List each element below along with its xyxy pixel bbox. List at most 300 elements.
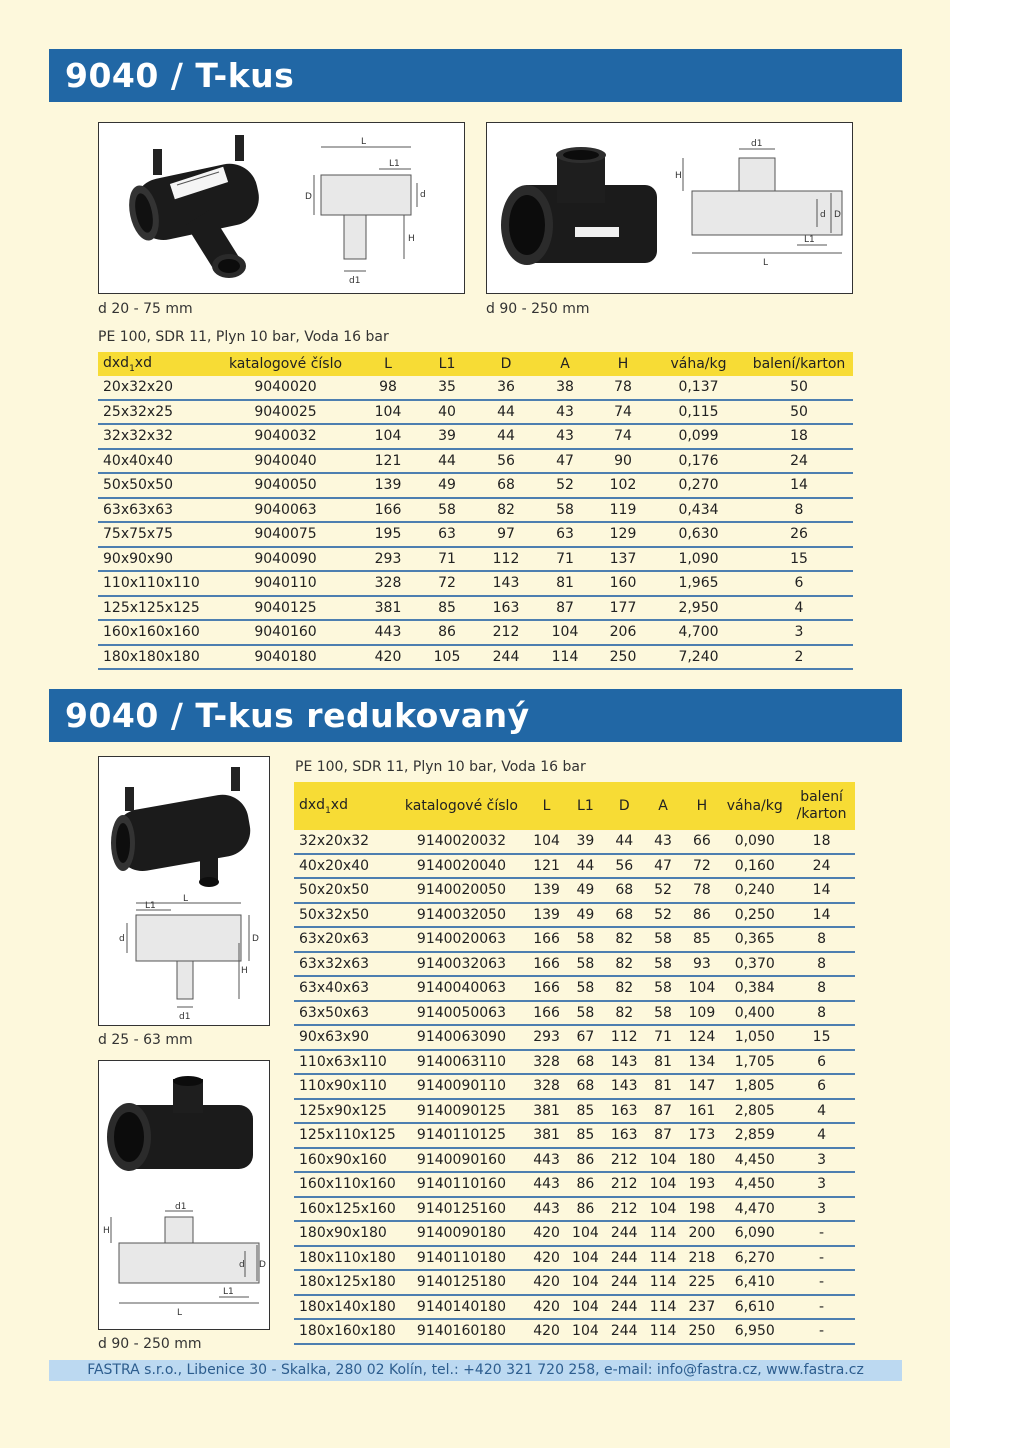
tee-cell: 90x90x90 [98, 547, 213, 572]
tee-cell: 39 [418, 424, 476, 449]
section2-spec: PE 100, SDR 11, Plyn 10 bar, Voda 16 bar [295, 759, 586, 775]
reduced-tee-cell: 58 [566, 976, 605, 1001]
reduced-tee-cell: 9140050063 [396, 1001, 527, 1026]
reduced-tee-cell: 4,450 [721, 1172, 788, 1197]
header-A: A [536, 352, 594, 376]
tee-cell: 1,090 [652, 547, 745, 572]
reduced-tee-cell: 328 [527, 1050, 566, 1075]
reduced-tee-cell: 9140032063 [396, 952, 527, 977]
header-D: D [476, 352, 536, 376]
dim-H: H [408, 234, 415, 244]
product-image-tee-large [486, 122, 853, 294]
reduced-tee-cell: 86 [566, 1197, 605, 1222]
reduced-tee-cell: 40x20x40 [294, 854, 396, 879]
reduced-tee-cell: 104 [566, 1270, 605, 1295]
reduced-tee-cell: 0,384 [721, 976, 788, 1001]
reduced-tee-cell: 147 [682, 1074, 721, 1099]
reduced-tee-cell: 68 [605, 903, 644, 928]
table-tee [98, 352, 853, 670]
tee-cell: 328 [358, 571, 418, 596]
reduced-tee-cell: 52 [644, 878, 683, 903]
reduced-tee-cell: 1,805 [721, 1074, 788, 1099]
tee-cell: 163 [476, 596, 536, 621]
reduced-tee-cell: 4,450 [721, 1148, 788, 1173]
table-row [294, 854, 855, 879]
tee-cell: 244 [476, 645, 536, 670]
reduced-tee-cell: 381 [527, 1099, 566, 1124]
tee-cell: 68 [476, 473, 536, 498]
reduced-tee-cell: 3 [788, 1148, 855, 1173]
reduced-tee-cell: - [788, 1221, 855, 1246]
dim-rl-L1: L1 [223, 1287, 234, 1297]
tee-cell: 63 [536, 522, 594, 547]
tee-cell: 40x40x40 [98, 449, 213, 474]
reduced-tee-cell: 87 [644, 1099, 683, 1124]
reduced-tee-cell: 2,859 [721, 1123, 788, 1148]
reduced-tee-cell: 15 [788, 1025, 855, 1050]
reduced-tee-cell: 6,410 [721, 1270, 788, 1295]
tee-cell: 44 [418, 449, 476, 474]
reduced-tee-cell: 9140090180 [396, 1221, 527, 1246]
reduced-tee-cell: 82 [605, 1001, 644, 1026]
reduced-tee-cell: 166 [527, 952, 566, 977]
dim-d: d [420, 190, 426, 200]
tee-cell: 63x63x63 [98, 498, 213, 523]
reduced-tee-cell: 9140090125 [396, 1099, 527, 1124]
reduced-tee-cell: 81 [644, 1074, 683, 1099]
tee-cell: 104 [536, 620, 594, 645]
table-row [98, 596, 853, 621]
table-row [98, 376, 853, 400]
table-row [98, 620, 853, 645]
reduced-tee-cell: 9140020050 [396, 878, 527, 903]
reduced-tee-cell: 86 [566, 1172, 605, 1197]
tee-cell: 250 [594, 645, 652, 670]
reduced-tee-cell: 6,090 [721, 1221, 788, 1246]
caption-reduced-large: d 90 - 250 mm [98, 1336, 202, 1352]
tee-cell: 1,965 [652, 571, 745, 596]
tee-cell: 71 [418, 547, 476, 572]
tee-cell: 25x32x25 [98, 400, 213, 425]
reduced-tee-cell: 0,250 [721, 903, 788, 928]
table-row [98, 571, 853, 596]
reduced-tee-cell: 166 [527, 976, 566, 1001]
tee-cell: 18 [745, 424, 853, 449]
tee-cell: 32x32x32 [98, 424, 213, 449]
reduced-tee-cell: 93 [682, 952, 721, 977]
reduced-tee-cell: 125x110x125 [294, 1123, 396, 1148]
tee-cell: 72 [418, 571, 476, 596]
tee-cell: 420 [358, 645, 418, 670]
reduced-tee-cell: 4 [788, 1099, 855, 1124]
reduced-tee-cell: 180x160x180 [294, 1319, 396, 1344]
tee-cell: 81 [536, 571, 594, 596]
header2-A: A [644, 782, 683, 830]
product-image-reduced-small [98, 756, 270, 1026]
tee-cell: 87 [536, 596, 594, 621]
tee-cell: 9040125 [213, 596, 358, 621]
product-image-tee-small [98, 122, 465, 294]
tee-cell: 9040050 [213, 473, 358, 498]
tee-cell: 9040063 [213, 498, 358, 523]
dim-large-d1: d1 [751, 139, 763, 149]
reduced-tee-cell: - [788, 1319, 855, 1344]
reduced-tee-cell: 104 [566, 1319, 605, 1344]
reduced-tee-cell: 163 [605, 1123, 644, 1148]
reduced-tee-cell: 24 [788, 854, 855, 879]
tee-cell: 44 [476, 424, 536, 449]
table-row [294, 1099, 855, 1124]
dim-L: L [361, 137, 367, 147]
reduced-tee-cell: 244 [605, 1246, 644, 1271]
reduced-tee-cell: 18 [788, 830, 855, 854]
reduced-tee-cell: 104 [644, 1172, 683, 1197]
header2-catalog: katalogové číslo [396, 782, 527, 830]
reduced-tee-cell: 0,400 [721, 1001, 788, 1026]
reduced-tee-cell: 180x125x180 [294, 1270, 396, 1295]
reduced-tee-cell: 143 [605, 1074, 644, 1099]
reduced-tee-cell: 9140110160 [396, 1172, 527, 1197]
reduced-tee-cell: 43 [644, 830, 683, 854]
tee-cell: 160x160x160 [98, 620, 213, 645]
reduced-tee-cell: 86 [566, 1148, 605, 1173]
header-catalog: katalogové číslo [213, 352, 358, 376]
table-row [294, 830, 855, 854]
reduced-large-photo [107, 1076, 253, 1171]
reduced-tee-cell: 166 [527, 927, 566, 952]
tee-cell: 26 [745, 522, 853, 547]
reduced-tee-cell: 112 [605, 1025, 644, 1050]
reduced-tee-cell: 56 [605, 854, 644, 879]
reduced-tee-cell: 114 [644, 1246, 683, 1271]
tee-cell: 9040025 [213, 400, 358, 425]
reduced-tee-cell: - [788, 1246, 855, 1271]
reduced-tee-cell: 121 [527, 854, 566, 879]
tee-cell: 97 [476, 522, 536, 547]
reduced-tee-cell: 2,805 [721, 1099, 788, 1124]
tee-cell: 129 [594, 522, 652, 547]
tee-large-drawing [683, 149, 842, 253]
reduced-tee-cell: 9140020032 [396, 830, 527, 854]
reduced-tee-cell: 85 [566, 1099, 605, 1124]
reduced-tee-cell: 125x90x125 [294, 1099, 396, 1124]
reduced-small-photo [111, 767, 255, 887]
table-reduced-tee [294, 782, 855, 1345]
table-row [98, 424, 853, 449]
reduced-tee-cell: 32x20x32 [294, 830, 396, 854]
reduced-tee-cell: 160x125x160 [294, 1197, 396, 1222]
header-L1: L1 [418, 352, 476, 376]
header-weight: váha/kg [652, 352, 745, 376]
tee-cell: 78 [594, 376, 652, 400]
reduced-tee-cell: 66 [682, 830, 721, 854]
reduced-tee-cell: 63x20x63 [294, 927, 396, 952]
tee-cell: 50 [745, 376, 853, 400]
reduced-tee-cell: 50x20x50 [294, 878, 396, 903]
reduced-tee-cell: 68 [566, 1050, 605, 1075]
tee-cell: 119 [594, 498, 652, 523]
reduced-tee-cell: 180x140x180 [294, 1295, 396, 1320]
tee-cell: 9040075 [213, 522, 358, 547]
reduced-tee-cell: 58 [644, 927, 683, 952]
tee-cell: 177 [594, 596, 652, 621]
reduced-tee-cell: 9140063090 [396, 1025, 527, 1050]
reduced-tee-cell: 68 [605, 878, 644, 903]
table-row [294, 1050, 855, 1075]
tee-cell: 3 [745, 620, 853, 645]
dim-large-D: D [834, 210, 841, 220]
reduced-tee-cell: 9140063110 [396, 1050, 527, 1075]
reduced-tee-cell: 63x40x63 [294, 976, 396, 1001]
reduced-tee-cell: 160x90x160 [294, 1148, 396, 1173]
reduced-tee-cell: 104 [644, 1197, 683, 1222]
reduced-tee-cell: 0,160 [721, 854, 788, 879]
reduced-tee-cell: 52 [644, 903, 683, 928]
tee-cell: 143 [476, 571, 536, 596]
reduced-tee-cell: 110x63x110 [294, 1050, 396, 1075]
header-L: L [358, 352, 418, 376]
reduced-tee-cell: 44 [605, 830, 644, 854]
reduced-tee-cell: 328 [527, 1074, 566, 1099]
tee-cell: 75x75x75 [98, 522, 213, 547]
reduced-tee-cell: 68 [566, 1074, 605, 1099]
dim-rl-d1: d1 [175, 1202, 187, 1212]
table-row [98, 547, 853, 572]
reduced-tee-cell: 244 [605, 1221, 644, 1246]
dim-rs-L: L [183, 894, 189, 904]
reduced-tee-cell: 6,270 [721, 1246, 788, 1271]
reduced-tee-cell: 293 [527, 1025, 566, 1050]
table-row [294, 976, 855, 1001]
reduced-tee-cell: 71 [644, 1025, 683, 1050]
tee-cell: 14 [745, 473, 853, 498]
reduced-tee-cell: 49 [566, 903, 605, 928]
dim-rl-H: H [103, 1226, 110, 1236]
reduced-tee-cell: 381 [527, 1123, 566, 1148]
reduced-tee-cell: 212 [605, 1148, 644, 1173]
tee-cell: 139 [358, 473, 418, 498]
reduced-small-drawing [127, 903, 249, 1007]
table-row [98, 645, 853, 670]
dim-large-H: H [675, 171, 682, 181]
dim-large-L: L [763, 258, 769, 268]
dim-rs-d1: d1 [179, 1012, 191, 1022]
reduced-tee-cell: 237 [682, 1295, 721, 1320]
tee-cell: 0,099 [652, 424, 745, 449]
header2-weight: váha/kg [721, 782, 788, 830]
reduced-tee-cell: 443 [527, 1172, 566, 1197]
reduced-tee-cell: 9140125180 [396, 1270, 527, 1295]
footer-contact: FASTRA s.r.o., Libenice 30 - Skalka, 280 02 Kolín, tel.: +420 321 720 258, e-mail: info@fastra.cz, www.fastra.cz [49, 1360, 902, 1381]
header-pack: balení/karton [745, 352, 853, 376]
reduced-tee-cell: 198 [682, 1197, 721, 1222]
tee-cell: 6 [745, 571, 853, 596]
tee-cell: 63 [418, 522, 476, 547]
reduced-tee-cell: 173 [682, 1123, 721, 1148]
reduced-tee-cell: 139 [527, 878, 566, 903]
table-row [98, 498, 853, 523]
reduced-tee-cell: 104 [566, 1246, 605, 1271]
reduced-tee-cell: 212 [605, 1172, 644, 1197]
reduced-tee-cell: 90x63x90 [294, 1025, 396, 1050]
reduced-tee-cell: 104 [566, 1295, 605, 1320]
tee-cell: 56 [476, 449, 536, 474]
product-image-reduced-large [98, 1060, 270, 1330]
reduced-tee-cell: 244 [605, 1295, 644, 1320]
reduced-tee-cell: 9140020040 [396, 854, 527, 879]
reduced-tee-cell: 58 [566, 927, 605, 952]
reduced-tee-cell: 67 [566, 1025, 605, 1050]
table-row [294, 1172, 855, 1197]
tee-cell: 160 [594, 571, 652, 596]
reduced-tee-cell: 244 [605, 1319, 644, 1344]
tee-cell: 2 [745, 645, 853, 670]
tee-cell: 0,630 [652, 522, 745, 547]
tee-cell: 112 [476, 547, 536, 572]
tee-cell: 36 [476, 376, 536, 400]
reduced-tee-cell: 420 [527, 1319, 566, 1344]
reduced-tee-cell: 180 [682, 1148, 721, 1173]
table-row [294, 878, 855, 903]
reduced-tee-cell: 9140032050 [396, 903, 527, 928]
reduced-tee-cell: 58 [566, 952, 605, 977]
table-row [294, 1246, 855, 1271]
header2-dxd1xd: dxd$_1$xd [294, 782, 396, 830]
reduced-tee-cell: 39 [566, 830, 605, 854]
reduced-tee-cell: 85 [566, 1123, 605, 1148]
reduced-tee-cell: 3 [788, 1172, 855, 1197]
tee-cell: 35 [418, 376, 476, 400]
table-row [294, 1123, 855, 1148]
reduced-tee-cell: 8 [788, 976, 855, 1001]
reduced-tee-cell: 82 [605, 927, 644, 952]
reduced-tee-cell: 0,240 [721, 878, 788, 903]
reduced-tee-cell: 180x110x180 [294, 1246, 396, 1271]
tee-cell: 47 [536, 449, 594, 474]
reduced-tee-cell: 78 [682, 878, 721, 903]
reduced-tee-cell: 8 [788, 952, 855, 977]
reduced-tee-cell: 250 [682, 1319, 721, 1344]
tee-cell: 0,270 [652, 473, 745, 498]
reduced-tee-cell: 3 [788, 1197, 855, 1222]
reduced-tee-cell: 420 [527, 1221, 566, 1246]
tee-drawing [314, 147, 417, 271]
reduced-tee-cell: 420 [527, 1246, 566, 1271]
reduced-tee-cell: 9140140180 [396, 1295, 527, 1320]
reduced-tee-cell: 82 [605, 952, 644, 977]
dim-rs-L1: L1 [145, 901, 156, 911]
table-row [294, 1270, 855, 1295]
tee-cell: 43 [536, 424, 594, 449]
reduced-tee-cell: 6 [788, 1050, 855, 1075]
tee-cell: 293 [358, 547, 418, 572]
reduced-tee-cell: 50x32x50 [294, 903, 396, 928]
tee-cell: 71 [536, 547, 594, 572]
reduced-tee-cell: 72 [682, 854, 721, 879]
tee-cell: 195 [358, 522, 418, 547]
dim-D: D [305, 192, 312, 202]
tee-cell: 58 [418, 498, 476, 523]
table-row [294, 1001, 855, 1026]
reduced-tee-cell: 139 [527, 903, 566, 928]
dim-rl-D: D [259, 1260, 266, 1270]
reduced-tee-cell: 8 [788, 927, 855, 952]
table-row [294, 1197, 855, 1222]
table-row [98, 473, 853, 498]
header2-H: H [682, 782, 721, 830]
tee-cell: 43 [536, 400, 594, 425]
tee-cell: 0,137 [652, 376, 745, 400]
tee-cell: 52 [536, 473, 594, 498]
reduced-tee-cell: 9140040063 [396, 976, 527, 1001]
tee-cell: 9040110 [213, 571, 358, 596]
tee-cell: 86 [418, 620, 476, 645]
reduced-tee-cell: 109 [682, 1001, 721, 1026]
reduced-tee-cell: 9140090110 [396, 1074, 527, 1099]
reduced-tee-cell: 44 [566, 854, 605, 879]
reduced-tee-cell: 6 [788, 1074, 855, 1099]
tee-cell: 74 [594, 424, 652, 449]
reduced-tee-cell: 9140020063 [396, 927, 527, 952]
dim-rs-d: d [119, 934, 125, 944]
tee-cell: 9040040 [213, 449, 358, 474]
tee-cell: 4,700 [652, 620, 745, 645]
dim-large-d: d [820, 210, 826, 220]
table-row [98, 449, 853, 474]
table-header-row [98, 352, 853, 376]
dim-large-L1: L1 [804, 235, 815, 245]
reduced-tee-cell: 104 [682, 976, 721, 1001]
reduced-tee-cell: 110x90x110 [294, 1074, 396, 1099]
tee-cell: 4 [745, 596, 853, 621]
reduced-tee-cell: 1,050 [721, 1025, 788, 1050]
reduced-tee-cell: 134 [682, 1050, 721, 1075]
reduced-tee-cell: 244 [605, 1270, 644, 1295]
reduced-tee-cell: 47 [644, 854, 683, 879]
tee-cell: 381 [358, 596, 418, 621]
reduced-tee-cell: 4,470 [721, 1197, 788, 1222]
reduced-tee-cell: 14 [788, 903, 855, 928]
tee-cell: 20x32x20 [98, 376, 213, 400]
tee-cell: 125x125x125 [98, 596, 213, 621]
header2-D: D [605, 782, 644, 830]
reduced-tee-cell: 104 [644, 1148, 683, 1173]
reduced-tee-cell: 420 [527, 1270, 566, 1295]
header-H: H [594, 352, 652, 376]
reduced-tee-cell: 0,365 [721, 927, 788, 952]
reduced-tee-cell: 104 [527, 830, 566, 854]
dim-d1: d1 [349, 276, 361, 286]
reduced-tee-cell: 6,610 [721, 1295, 788, 1320]
caption-reduced-small: d 25 - 63 mm [98, 1032, 193, 1048]
reduced-tee-cell: 86 [682, 903, 721, 928]
reduced-tee-cell: 143 [605, 1050, 644, 1075]
tee-cell: 110x110x110 [98, 571, 213, 596]
reduced-tee-cell: 104 [566, 1221, 605, 1246]
tee-cell: 90 [594, 449, 652, 474]
reduced-tee-cell: 9140160180 [396, 1319, 527, 1344]
tee-cell: 49 [418, 473, 476, 498]
table-row [294, 1148, 855, 1173]
table2-header-row [294, 782, 855, 830]
reduced-tee-cell: 161 [682, 1099, 721, 1124]
reduced-tee-cell: 124 [682, 1025, 721, 1050]
header2-L: L [527, 782, 566, 830]
tee-cell: 0,176 [652, 449, 745, 474]
reduced-tee-cell: 58 [566, 1001, 605, 1026]
tee-cell: 102 [594, 473, 652, 498]
table-row [294, 952, 855, 977]
